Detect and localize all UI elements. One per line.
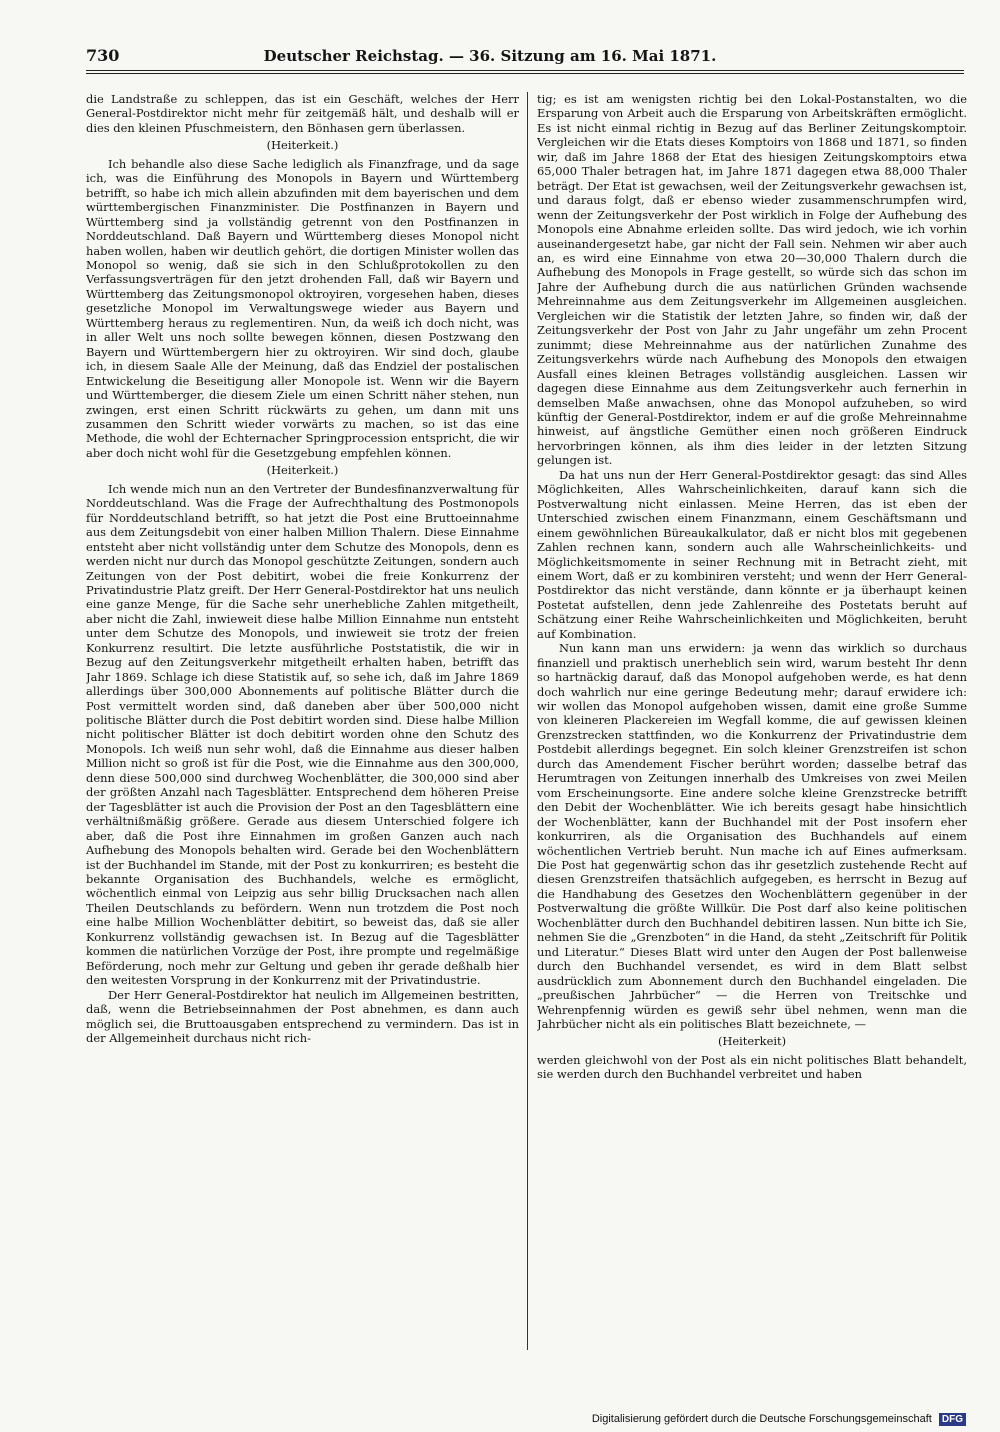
paragraph: die Landstraße zu schleppen, das ist ein Geschäft, welches der Herr General-Postdirektor nicht mehr für zeitgemäß hält, und deshalb will er dies den kleinen Pfuschmeistern, den Bönhasen gern überlassen. (86, 92, 519, 135)
footer-text: Digitalisierung gefördert durch die Deutsche Forschungsgemeinschaft (591, 1413, 932, 1425)
paragraph: Da hat uns nun der Herr General-Postdirektor gesagt: das sind Alles Möglichkeiten, Alles Wahrscheinlichkeiten, darauf kann sich die Postverwaltung nicht einlassen. Meine Herren, das ist eben der Unterschied zwischen einem Finanzmann, einem Geschäftsmann und einem gewöhnlichen Büreaukalkulator, daß er nicht blos mit gegebenen Zahlen rechnen kann, sondern auch alle Wahrscheinlichkeits- und Möglichkeitsmomente in seiner Rechnung mit in Betracht zieht, mit einem Wort, daß er zu kombiniren versteht; und wenn der Herr General-Postdirektor das nicht verstände, dann könnte er ja überhaupt keinen Postetat aufstellen, denn jede Zahlenreihe des Postetats beruht auf Schätzung einer Reihe Wahrscheinlichkeiten und Möglichkeiten, beruht auf Kombination. (537, 467, 967, 641)
paragraph: Ich wende mich nun an den Vertreter der Bundesfinanzverwaltung für Norddeutschland. Was die Frage der Aufrechthaltung des Postmonopols für Norddeutschland betrifft, so hat jetzt die Post eine Bruttoeinnahme aus dem Zeitungsdebit von einer halben Million Thalern. Diese Einnahme entsteht aber nicht vollständig unter dem Schutze des Monopols, denn es werden nicht nur durch das Monopol geschützte Zeitungen, sondern auch Zeitungen von der Post debitirt, wobei die freie Konkurrenz der Privatindustrie Platz greift. Der Herr General-Postdirektor hat uns neulich eine ganze Menge, für die Sache sehr unerhebliche Zahlen mitgetheilt, aber nicht die Zahl, inwieweit diese halbe Million Einnahme nun entsteht unter dem Schutze des Monopols, und inwieweit sie trotz der freien Konkurrenz resultirt. Die letzte ausführliche Poststatistik, die wir in Bezug auf den Zeitungsverkehr mitgetheilt erhalten haben, betrifft das Jahr 1869. Schlage ich diese Statistik auf, so sehe ich, daß im Jahre 1869 allerdings über 300,000 Abonnements auf politische Blätter durch die Post vermittelt worden sind, daß daneben aber über 500,000 nicht politische Blätter durch die Post debitirt worden sind. Diese halbe Million nicht politischer Blätter ist doch debitirt worden ohne den Schutz des Monopols. Ich weiß nun sehr wohl, daß die Einnahme aus dieser halben Million nicht so groß ist für die Post, wie die Einnahme aus den 300,000, denn diese 500,000 sind durchweg Wochenblätter, die 300,000 sind aber der größten Anzahl nach Tagesblätter. Entsprechend dem höheren Preise der Tagesblätter ist auch die Provision der Post an den Tagesblättern eine verhältnißmäßig größere. Gerade aus diesem Unterschied folgere ich aber, daß die Post ihre Einnahmen im großen Ganzen auch nach Aufhebung des Monopols behalten wird. Gerade bei den Wochenblättern ist der Buchhandel im Stande, mit der Post zu konkurriren; es besteht die bekannte Organisation des Buchhandels, welche es ermöglicht, wöchentlich einmal von Leipzig aus sehr billig Drucksachen nach allen Theilen Deutschlands zu befördern. Wenn nun trotzdem die Post noch eine halbe Million Wochenblätter debitirt, so beweist das, daß sie aller Konkurrenz vollständig gewachsen ist. In Bezug auf die Tagesblätter kommen die natürlichen Vorzüge der Post, ihre prompte und regelmäßige Beförderung, noch mehr zur Geltung und geben ihr gerade deßhalb hier den weitesten Vorsprung in der Konkurrenz mit der Privatindustrie. (86, 481, 519, 988)
header-rule (86, 70, 964, 71)
right-column (537, 92, 967, 1342)
interjection: (Heiterkeit) (717, 1034, 787, 1049)
paragraph: tig; es ist am wenigsten richtig bei den Lokal-Postanstalten, wo die Ersparung von Arbeit auch die Ersparung von Arbeitskräften ermöglicht. Es ist nicht einmal richtig in Bezug auf das Berliner Zeitungskomptoir. Vergleichen wir die Etats dieses Komptoirs von 1868 und 1871, so finden wir, daß im Jahre 1868 der Etat des hiesigen Zeitungskomptoirs etwa 65,000 Thaler betragen hat, im Jahre 1871 dagegen etwa 88,000 Thaler beträgt. Der Etat ist gewachsen, weil der Zeitungsverkehr gewachsen ist, und daraus folgt, daß er ebenso wieder zusammenschrumpfen wird, wenn der Zeitungsverkehr der Post wirklich in Folge der Aufhebung des Monopols eine Abnahme erleiden sollte. Das wird jedoch, wie ich vorhin auseinandergesetzt habe, gar nicht der Fall sein. Nehmen wir aber auch an, es wird eine Einnahme von etwa 20—30,000 Thalern durch die Aufhebung des Monopols in Frage gestellt, so würde sich das schon im Jahre der Aufhebung durch die aus natürlichen Gründen wachsende Mehreinnahme aus dem Zeitungsverkehr im Allgemeinen ausgleichen. Vergleichen wir die Statistik der letzten Jahre, so finden wir, daß der Zeitungsverkehr der Post von Jahr zu Jahr ungefähr um zehn Procent zunimmt; diese Mehreinnahme aus der natürlichen Zunahme des Zeitungsverkehrs würde nach Aufhebung des Monopols den etwaigen Ausfall eines kleinen Betrages vollständig ausgleichen. Lassen wir dagegen diese Einnahme aus dem Zeitungsverkehr auch fernerhin in demselben Maße anwachsen, ohne das Monopol aufzuheben, so wird künftig der General-Postdirektor, indem er auf die große Mehreinnahme hinweist, auf ängstliche Gemüther einen noch größeren Eindruck hervorbringen können, als ihm dies leider in der letzten Sitzung gelungen ist. (537, 92, 967, 468)
paragraph: Der Herr General-Postdirektor hat neulich im Allgemeinen bestritten, daß, wenn die Betriebseinnahmen der Post abnehmen, es dann auch möglich sei, die Bruttoausgaben entsprechend zu vermindern. Das ist in der Allgemeinheit durchaus nicht rich- (86, 987, 519, 1045)
interjection: (Heiterkeit.) (266, 463, 339, 478)
interjection: (Heiterkeit.) (266, 138, 339, 153)
column-divider (527, 92, 528, 1350)
footer-credit (592, 1413, 966, 1426)
header-rule-double (86, 73, 964, 74)
paragraph: Ich behandle also diese Sache lediglich als Finanzfrage, und da sage ich, was die Einführung des Monopols in Bayern und Württemberg betrifft, so habe ich mich allein abzufinden mit dem bayerischen und dem württembergischen Finanzminister. Die Postfinanzen in Bayern und Württemberg sind ja vollständig getrennt von den Postfinanzen in Norddeutschland. Daß Bayern und Württemberg dieses Monopol nicht haben wollen, haben wir deutlich gehört, die dortigen Minister wollen das Monopol so wenig, daß sie sich in den Schlußprotokollen zu den Verfassungsverträgen für den jetzt drohenden Fall, daß wir Bayern und Württemberg das Zeitungsmonopol oktroyiren, vorgesehen haben, dieses gesetzliche Monopol im Verwaltungswege wieder aus Bayern und Württemberg heraus zu reglementiren. Nun, da weiß ich doch nicht, was in aller Welt uns noch sollte bewegen können, diesen Postzwang den Bayern und Württembergern hier zu oktroyiren. Wir sind doch, glaube ich, in diesem Saale Alle der Meinung, daß das Endziel der postalischen Entwickelung die Beseitigung aller Monopole ist. Wenn wir die Bayern und Württemberger, die diesem Ziele um einen Schritt näher stehen, nun zwingen, erst einen Schritt rückwärts zu gehen, um dann mit uns zusammen den Schritt wieder vorwärts zu machen, so ist das eine Methode, die wohl der Echternacher Springprocession entspricht, die wir aber doch nicht wohl für die Gesetzgebung empfehlen können. (86, 156, 519, 460)
paragraph: werden gleichwohl von der Post als ein nicht politisches Blatt behandelt, sie werden durch den Buchhandel verbreitet und haben (537, 1052, 967, 1082)
paragraph: Nun kann man uns erwidern: ja wenn das wirklich so durchaus finanziell und praktisch unerheblich sein wird, warum besteht Ihr denn so hartnäckig darauf, daß das Monopol aufgehoben werde, es hat denn doch wahrlich nur eine geringe Bedeutung mehr; darauf erwidere ich: wir wollen das Monopol aufgehoben wissen, damit eine große Summe von kleineren Plackereien im Wegfall komme, die auf gewissen kleinen Grenzstrecken stattfinden, wo die Konkurrenz der Privatindustrie dem Postdebit allerdings begegnet. Ein solch kleiner Grenzstreifen ist schon durch das Amendement Fischer berührt worden; dasselbe betraf das Herumtragen von Zeitungen innerhalb des Umkreises von zwei Meilen vom Erscheinungsorte. Eine andere solche kleine Grenzstrecke betrifft den Debit der Wochenblätter. Wie ich bereits gesagt habe hinsichtlich der Wochenblätter, kann der Buchhandel mit der Post insofern eher konkurriren, als die Organisation des Buchhandels auf einem wöchentlichen Vertrieb beruht. Nun mache ich auf Eines aufmerksam. Die Post hat gegenwärtig schon das ihr gesetzlich zustehende Recht auf diesen Grenzstreifen thatsächlich aufgegeben, es herrscht in Bezug auf die Handhabung des Gesetzes den Wochenblättern gegenüber in der Postverwaltung die größte Willkür. Die Post darf also keine politischen Wochenblätter durch den Buchhandel debitiren lassen. Nun bitte ich Sie, nehmen Sie die „Grenzboten“ in die Hand, da steht „Zeitschrift für Politik und Literatur.“ Dieses Blatt wird unter den Augen der Post ballenweise durch den Buchhandel versendet, es wird in dem Blatt selbst ausdrücklich zum Abonnement durch den Buchhandel eingeladen. Die „preußischen Jahrbücher“ — die Herren von Treitschke und Wehrenpfennig würden es gewiß sehr übel nehmen, wenn man die Jahrbücher nicht als ein politisches Blatt bezeichnete, — (537, 641, 967, 1031)
running-header (86, 46, 964, 70)
running-title: Deutscher Reichstag. — 36. Sitzung am 16. Mai 1871. (263, 47, 717, 65)
left-column (86, 92, 519, 1342)
page-number: 730 (86, 46, 120, 65)
dfg-logo: DFG (939, 1413, 966, 1426)
